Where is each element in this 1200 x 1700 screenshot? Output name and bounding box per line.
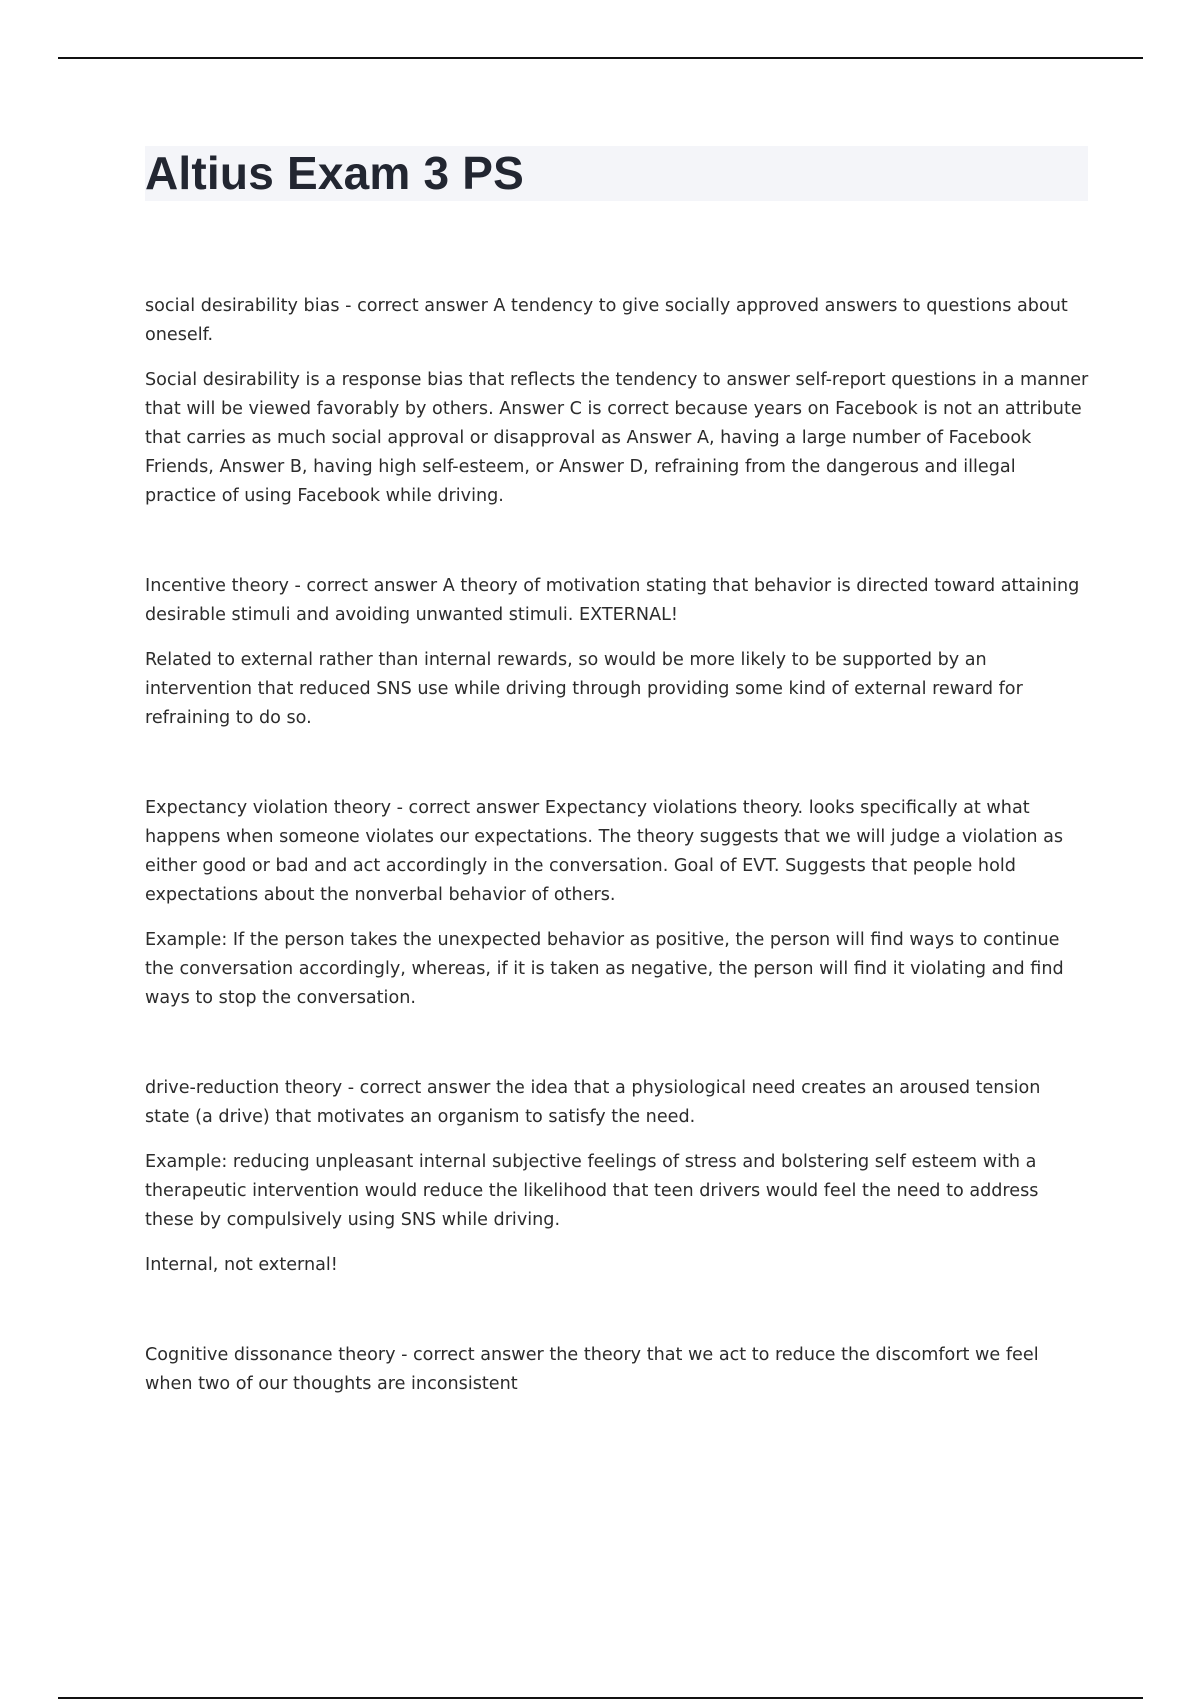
- entry-drive-reduction-theory: [145, 1074, 1090, 1280]
- top-rule: [58, 57, 1143, 59]
- entry-note: Internal, not external!: [145, 1255, 338, 1275]
- entry-expectancy-violation-theory: [145, 794, 1090, 1013]
- entry-definition: social desirability bias - correct answer A tendency to give socially approved answers to questions about oneself.: [145, 296, 1068, 345]
- entry-explanation: Related to external rather than internal rewards, so would be more likely to be supported by an intervention that reduced SNS use while driving through providing some kind of external reward for refraining to do so.: [145, 650, 1023, 728]
- document-body: [145, 292, 1090, 1460]
- entry-explanation: Social desirability is a response bias that reflects the tendency to answer self-report questions in a manner that will be viewed favorably by others. Answer C is correct because years on Facebook is not an attribute that carries as much social approval or disapproval as Answer A, having a large number of Facebook Friends, Answer B, having high self-esteem, or Answer D, refraining from the dangerous and illegal practice of using Facebook while driving.: [145, 370, 1089, 506]
- page-title: Altius Exam 3 PS: [145, 147, 525, 199]
- entry-social-desirability-bias: [145, 292, 1090, 511]
- entry-definition: Incentive theory - correct answer A theory of motivation stating that behavior is directed toward attaining desirable stimuli and avoiding unwanted stimuli. EXTERNAL!: [145, 576, 1080, 625]
- entry-incentive-theory: [145, 572, 1090, 733]
- entry-explanation: Example: reducing unpleasant internal subjective feelings of stress and bolstering self esteem with a therapeutic intervention would reduce the likelihood that teen drivers would feel the need to address these by compulsively using SNS while driving.: [145, 1152, 1039, 1230]
- entry-cognitive-dissonance-theory: [145, 1341, 1090, 1399]
- entry-definition: drive-reduction theory - correct answer the idea that a physiological need creates an aroused tension state (a drive) that motivates an organism to satisfy the need.: [145, 1078, 1041, 1127]
- entry-definition: Expectancy violation theory - correct answer Expectancy violations theory. looks specifically at what happens when someone violates our expectations. The theory suggests that we will judge a violation as either good or bad and act accordingly in the conversation. Goal of EVT. Suggests that people hold expectations about the nonverbal behavior of others.: [145, 798, 1064, 905]
- entry-definition: Cognitive dissonance theory - correct answer the theory that we act to reduce the discomfort we feel when two of our thoughts are inconsistent: [145, 1345, 1039, 1394]
- entry-explanation: Example: If the person takes the unexpected behavior as positive, the person will find ways to continue the conversation accordingly, whereas, if it is taken as negative, the person will find it violating and find ways to stop the conversation.: [145, 930, 1064, 1008]
- bottom-rule: [58, 1697, 1143, 1699]
